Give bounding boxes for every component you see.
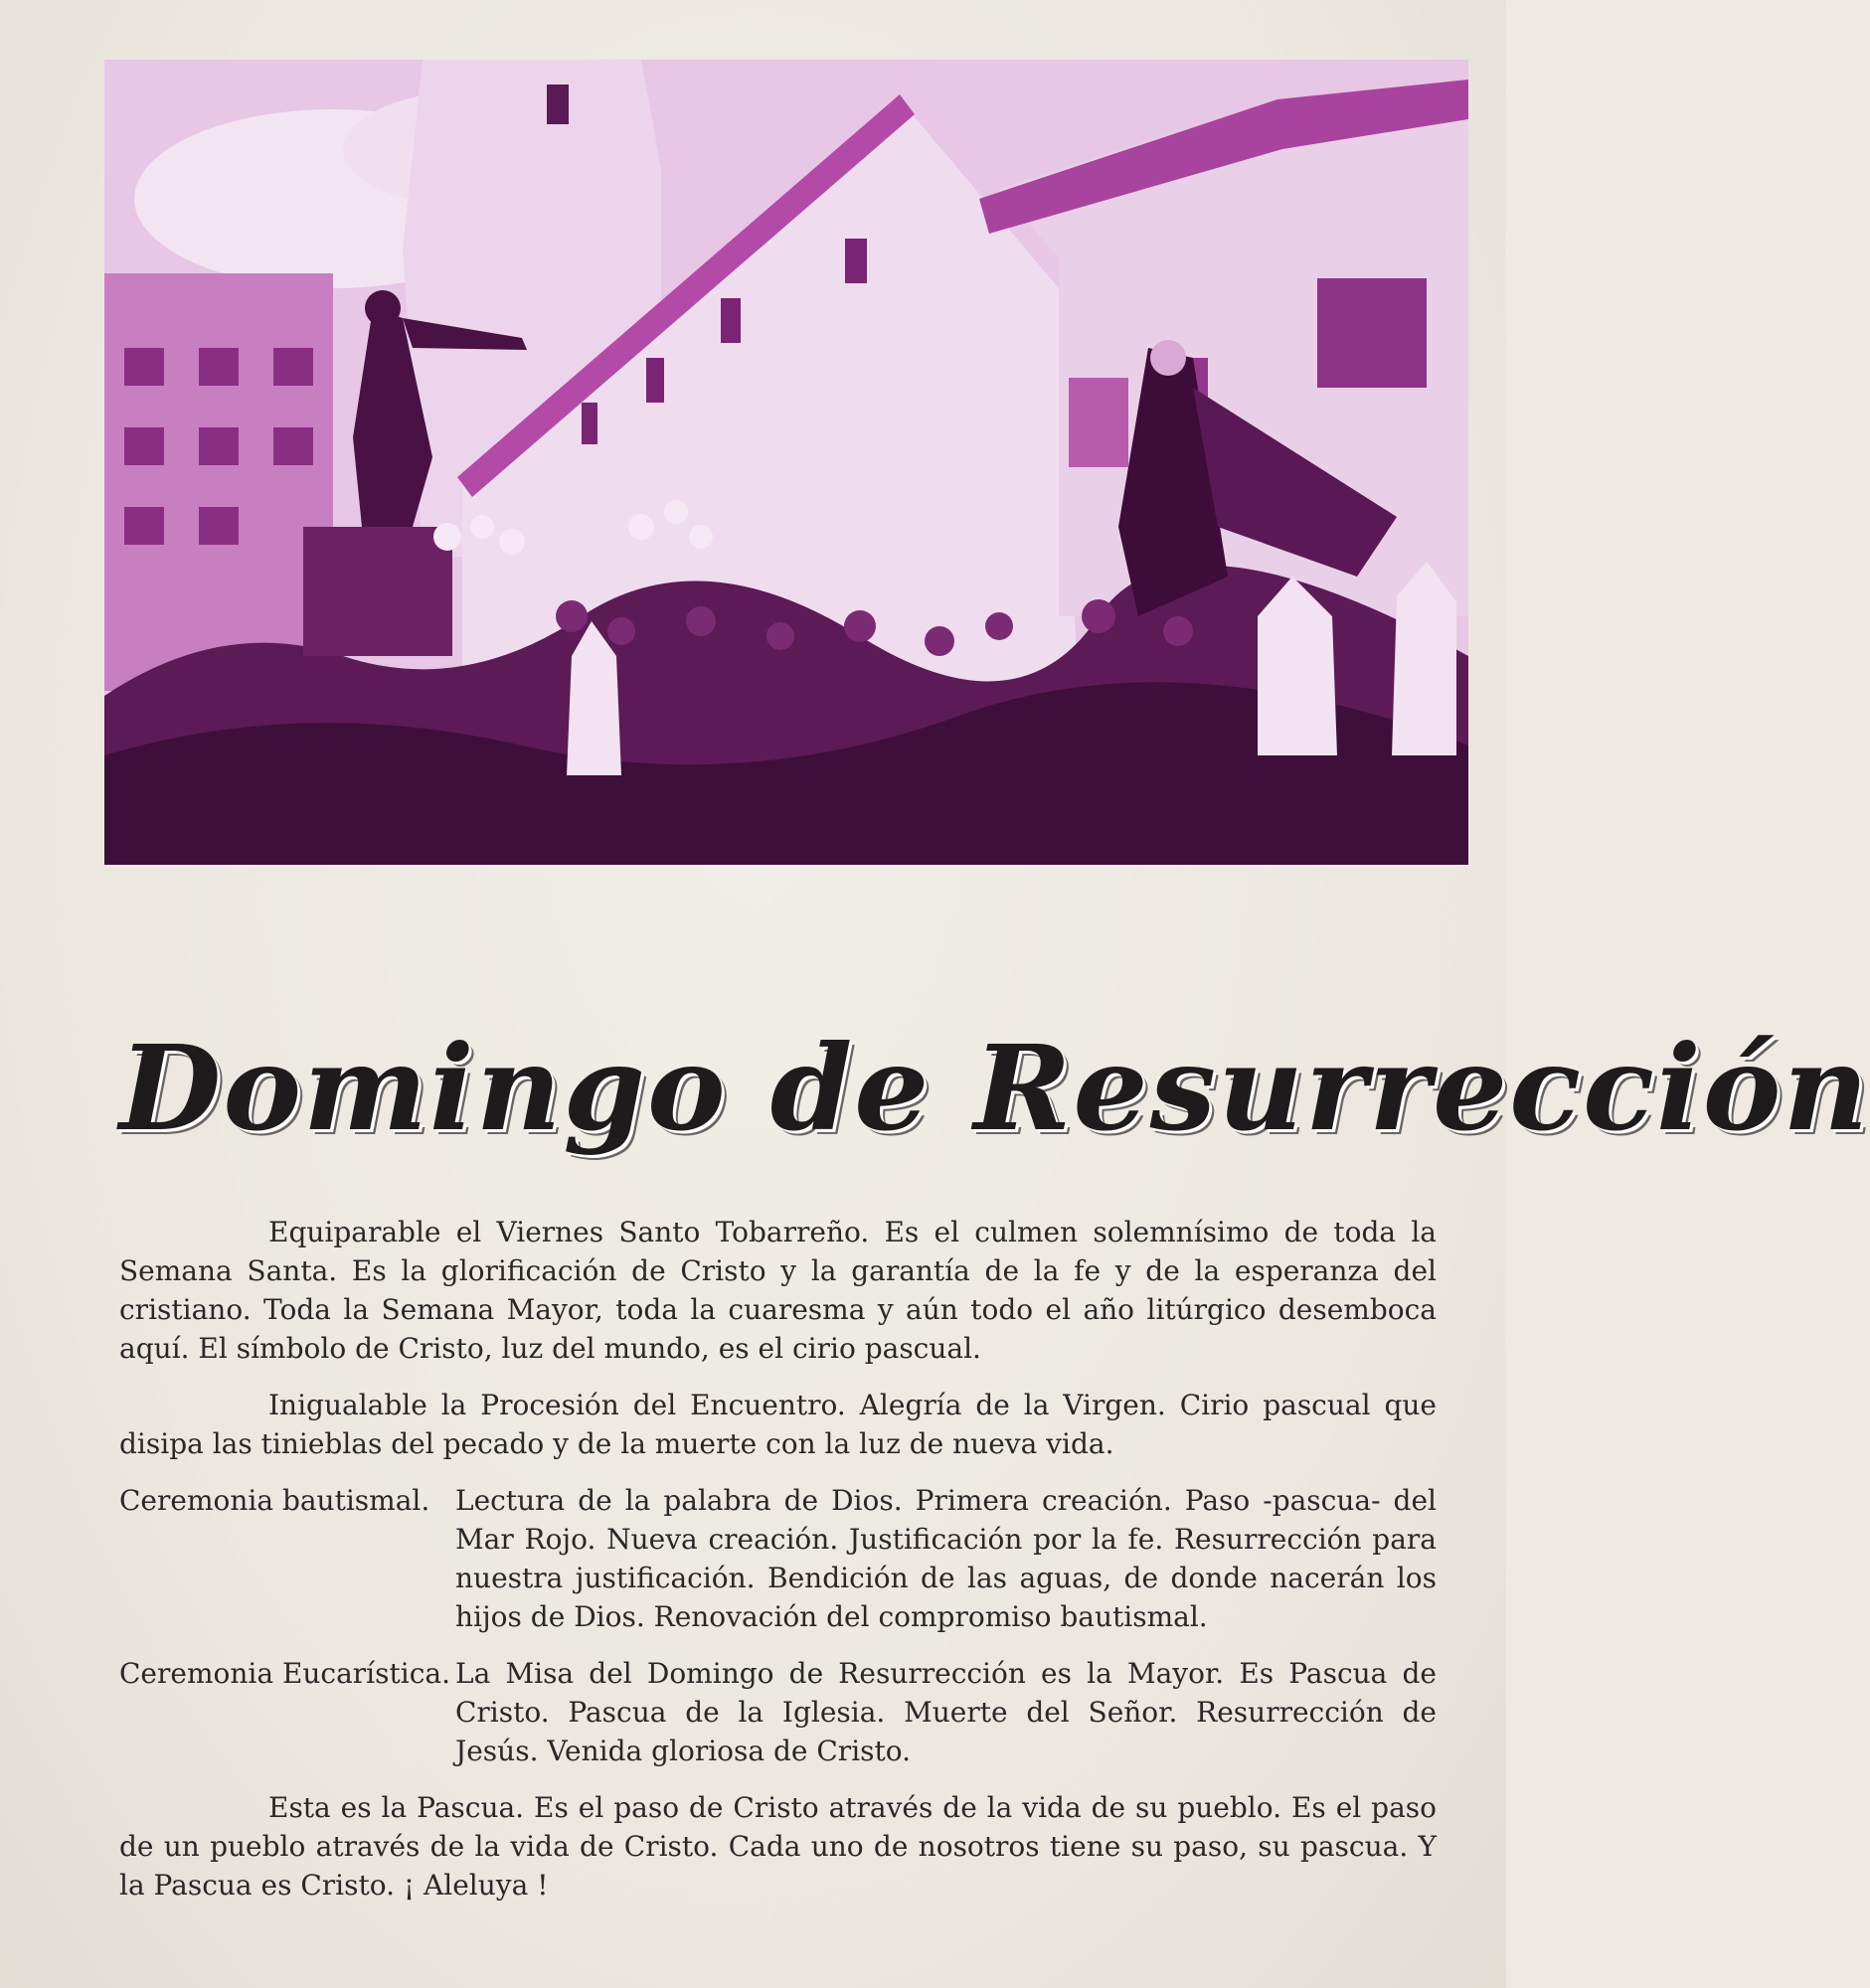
ceremony-eucaristica bbox=[119, 1654, 1437, 1770]
ceremony-bautismal bbox=[119, 1481, 1437, 1636]
paragraph-encuentro: Inigualable la Procesión del Encuentro. Alegría de la Virgen. Cirio pascual que disipa las tinieblas del pecado y de la muerte con la luz de nueva vida. bbox=[119, 1389, 1437, 1460]
ceremony-label: Ceremonia bautismal. bbox=[119, 1484, 430, 1517]
paragraph-closing: Esta es la Pascua. Es el paso de Cristo através de la vida de su pueblo. Es el paso de un pueblo através de la vida de Cristo. Cada uno de nosotros tiene su paso, su pascua. Y la Pascua es Cristo. ¡ Aleluya ! bbox=[119, 1791, 1437, 1902]
ceremony-text: Lectura de la palabra de Dios. Primera creación. Paso -pascua- del Mar Rojo. Nueva creación. Justificación por la fe. Resurrección para nuestra justificación. Bendición de las aguas, de donde nacerán los hijos de Dios. Renovación del compromiso bautismal. bbox=[455, 1484, 1437, 1633]
paragraph-intro: Equiparable el Viernes Santo Tobarreño. Es el culmen solemnísimo de toda la Semana Santa. Es la glorificación de Cristo y la garantía de la fe y de la esperanza del cristiano. Toda la Semana Mayor, toda la cuaresma y aún todo el año litúrgico desemboca aquí. El símbolo de Cristo, luz del mundo, es el cirio pascual. bbox=[119, 1216, 1437, 1365]
ceremony-label: Ceremonia Eucarística. bbox=[119, 1657, 450, 1690]
page-title: Domingo de Resurrección bbox=[119, 1019, 1870, 1157]
procession-photo bbox=[104, 60, 1468, 865]
procession-photo-icon bbox=[104, 60, 1468, 865]
ceremony-text: La Misa del Domingo de Resurrección es la Mayor. Es Pascua de Cristo. Pascua de la Iglesia. Muerte del Señor. Resurrección de Jesús. Venida gloriosa de Cristo. bbox=[455, 1657, 1437, 1767]
article-body bbox=[119, 1213, 1437, 1922]
